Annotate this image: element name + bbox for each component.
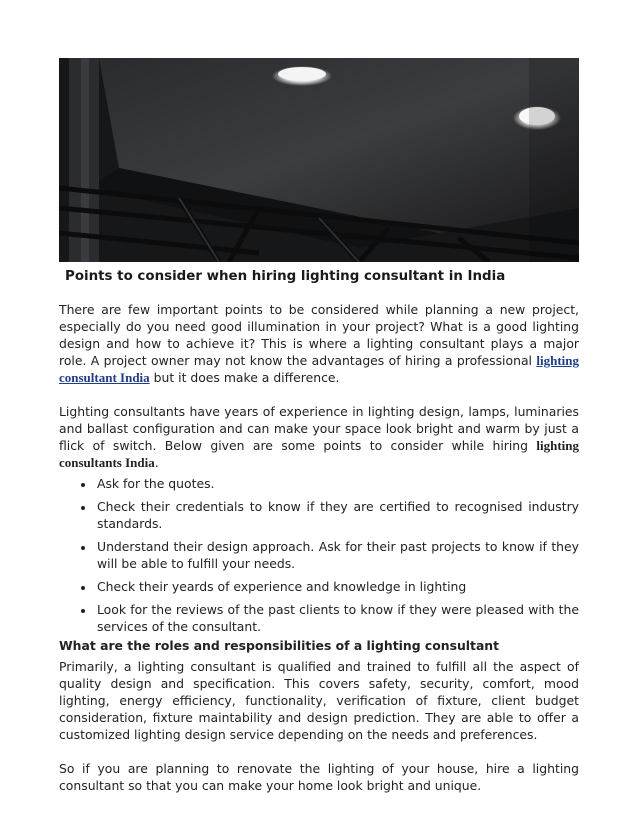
list-item: • Understand their design approach. Ask for their past projects to know if they will be able to fulfill your needs.	[95, 538, 579, 572]
list-item: • Look for the reviews of the past clients to know if they were pleased with the services of the consultant.	[95, 601, 579, 635]
ceiling-lights-photo	[59, 58, 579, 262]
experience-text-end: .	[154, 455, 159, 470]
list-item: • Check their credentials to know if they are certified to recognised industry standards.	[95, 498, 579, 532]
section-heading: What are the roles and responsibilities of a lighting consultant	[59, 638, 500, 653]
list-item: • Ask for the quotes.	[95, 475, 579, 492]
considerations-list	[59, 475, 579, 635]
lighting-consultant-link[interactable]: lighting consultant India	[59, 353, 579, 385]
bold-keyword: lighting consultants India	[59, 438, 579, 470]
list-item: • Check their yeards of experience and knowledge in lighting	[95, 578, 579, 595]
closing-paragraph: So if you are planning to renovate the lighting of your house, hire a lighting consultant so that you can make your home look bright and unique.	[59, 761, 579, 793]
experience-paragraph	[59, 403, 579, 471]
intro-paragraph	[59, 301, 579, 386]
roles-paragraph: Primarily, a lighting consultant is qualified and trained to fulfill all the aspect of quality design and specification. This covers safety, security, comfort, mood lighting, energy efficiency, functionality, verification of fixture, client budget consideration, fixture maintability and design prediction. They are able to offer a customized lighting design service depending on the needs and preferences.	[59, 659, 579, 742]
intro-text-end: but it does make a difference.	[149, 370, 340, 385]
page-title: Points to consider when hiring lighting consultant in India	[65, 269, 506, 284]
experience-text: Lighting consultants have years of experience in lighting design, lamps, luminaries and ballast configuration and can make your space look bright and warm by just a flick of switch. Below given are some points to consider while hiring	[59, 404, 579, 453]
intro-text: There are few important points to be considered while planning a new project, especially do you need good illumination in your project? What is a good lighting design and how to achieve it? This is where a lighting consultant plays a major role. A project owner may not know the advantages of hiring a professional	[59, 302, 579, 368]
document-body	[59, 268, 579, 794]
